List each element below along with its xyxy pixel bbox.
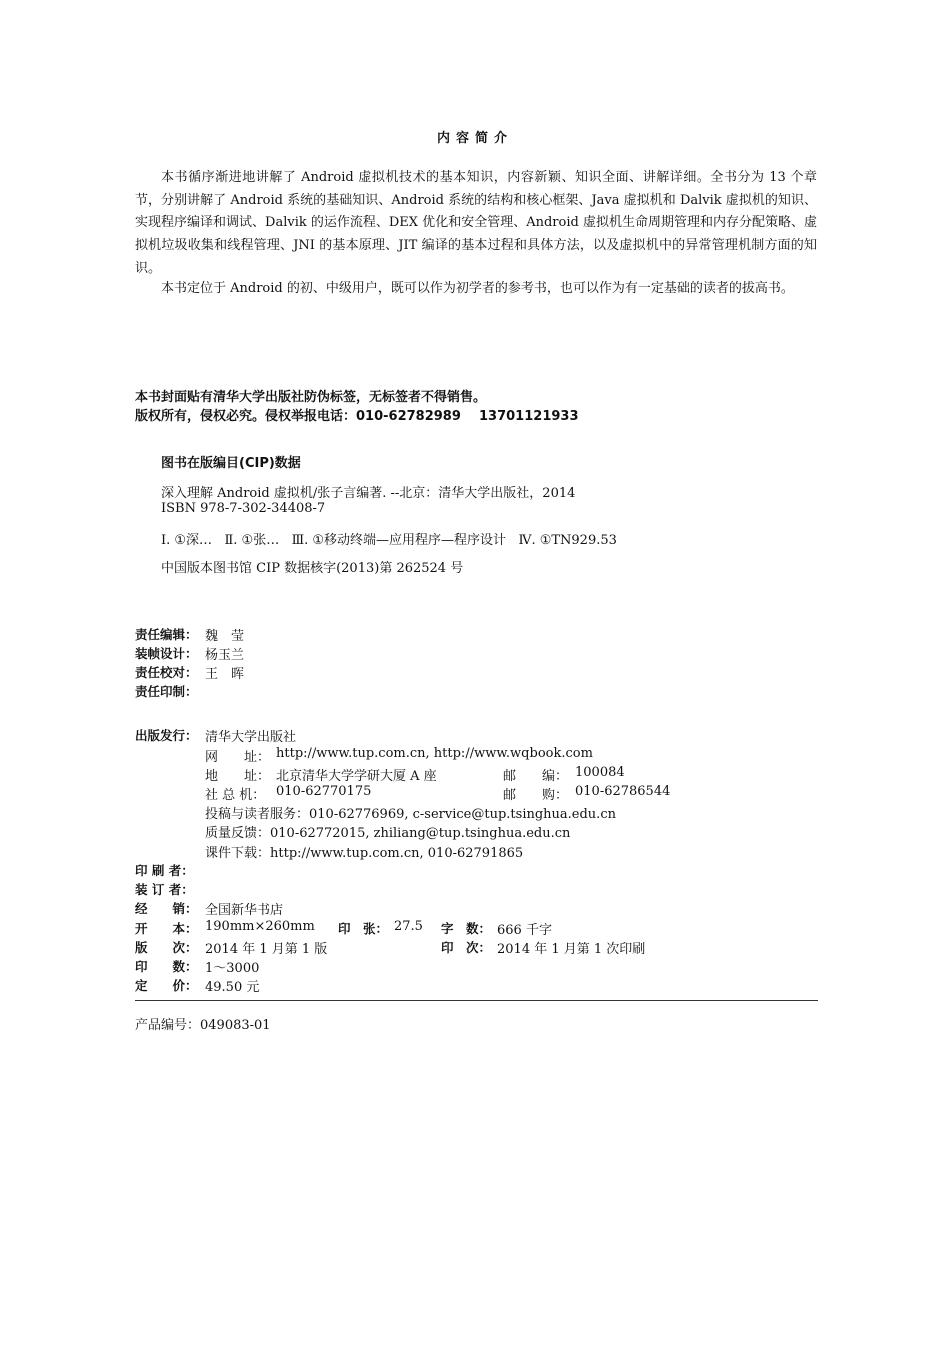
impression-value: 2014 年 1 月第 1 次印刷 [497, 942, 646, 957]
cip-line-2: ISBN 978-7-302-34408-7 [161, 501, 326, 516]
product-code: 产品编号：049083-01 [135, 1018, 271, 1033]
mail-order-label: 邮 购： [503, 788, 569, 803]
switchboard-value: 010-62770175 [276, 784, 372, 799]
cip-title: 图书在版编目(CIP)数据 [161, 456, 301, 471]
section-heading: 内容简介 [436, 131, 513, 146]
publisher-name: 清华大学出版社 [205, 730, 297, 745]
submission-line: 投稿与读者服务：010-62776969, c-service@tup.tsinghua.edu.cn [205, 807, 616, 822]
sheets-value: 27.5 [394, 919, 423, 934]
edition-label: 版 次： [135, 940, 198, 955]
format-value: 190mm×260mm [205, 919, 315, 934]
copies-label: 印 数： [135, 959, 198, 974]
cip-line-3: Ⅰ. ①深… Ⅱ. ①张… Ⅲ. ①移动终端—应用程序—程序设计 Ⅳ. ①TN929.53 [161, 533, 617, 548]
postcode-label: 邮 编： [503, 769, 569, 784]
anti-counterfeit-notice: 本书封面贴有清华大学出版社防伪标签，无标签者不得销售。 [135, 390, 487, 405]
binder-label: 装 订 者： [135, 882, 194, 897]
courseware-line: 课件下载：http://www.tup.com.cn, 010-62791865 [205, 846, 524, 861]
copies-value: 1～3000 [205, 961, 260, 976]
staff-label: 装帧设计： [135, 646, 198, 661]
staff-value: 魏 莹 [205, 629, 245, 644]
price-value: 49.50 元 [205, 980, 260, 995]
staff-value: 杨玉兰 [205, 648, 245, 663]
impression-label: 印 次： [441, 940, 492, 955]
staff-label: 责任编辑： [135, 627, 198, 642]
staff-label: 责任校对： [135, 665, 198, 680]
staff-value: 王 晖 [205, 667, 245, 682]
sheets-label: 印 张： [338, 921, 389, 936]
postcode-value: 100084 [575, 765, 625, 780]
summary-paragraph-2: 本书定位于 Android 的初、中级用户，既可以作为初学者的参考书，也可以作为有一定基础的读者的拔高书。 [161, 281, 794, 296]
feedback-line: 质量反馈：010-62772015, zhiliang@tup.tsinghua.edu.cn [205, 826, 571, 841]
address-value: 北京清华大学学研大厦 A 座 [276, 769, 437, 784]
divider-line [135, 1000, 818, 1001]
cip-line-4: 中国版本图书馆 CIP 数据核字(2013)第 262524 号 [161, 561, 464, 576]
price-label: 定 价： [135, 978, 198, 993]
address-label: 地 址： [205, 769, 271, 784]
words-value: 666 千字 [497, 923, 552, 938]
edition-value: 2014 年 1 月第 1 版 [205, 942, 328, 957]
printer-label: 印 刷 者： [135, 863, 194, 878]
copyright-notice: 版权所有，侵权必究。侵权举报电话：010-62782989 13701121933 [135, 409, 579, 424]
staff-label: 责任印制： [135, 684, 198, 699]
distributor-label: 经 销： [135, 901, 198, 916]
web-value: http://www.tup.com.cn, http://www.wqbook.com [276, 746, 593, 761]
format-label: 开 本： [135, 921, 198, 936]
cip-line-1: 深入理解 Android 虚拟机/张子言编著. --北京：清华大学出版社，2014 [161, 486, 576, 501]
switchboard-label: 社 总 机： [205, 788, 266, 803]
publisher-label: 出版发行： [135, 728, 198, 743]
distributor-value: 全国新华书店 [205, 903, 284, 918]
summary-paragraph-1: 本书循序渐进地讲解了 Android 虚拟机技术的基本知识，内容新颖、知识全面、讲解详细。全书分为 13 个章节，分别讲解了 Android 系统的基础知识、Android 系统的结构和核心框架、Java 虚拟机和 Dalvik 虚拟机的知识、实现程序编译和调试、Dalvik 的运作流程、DEX 优化和安全管理、Android 虚拟机生命周期管理和内存分配策略、虚拟机垃圾收集和线程管理、JNI 的基本原理、JIT 编译的基本过程和具体方法，以及虚拟机中的异常管理机制方面的知识。 [135, 170, 817, 276]
words-label: 字 数： [441, 921, 492, 936]
web-label: 网 址： [205, 750, 271, 765]
mail-order-value: 010-62786544 [575, 784, 671, 799]
